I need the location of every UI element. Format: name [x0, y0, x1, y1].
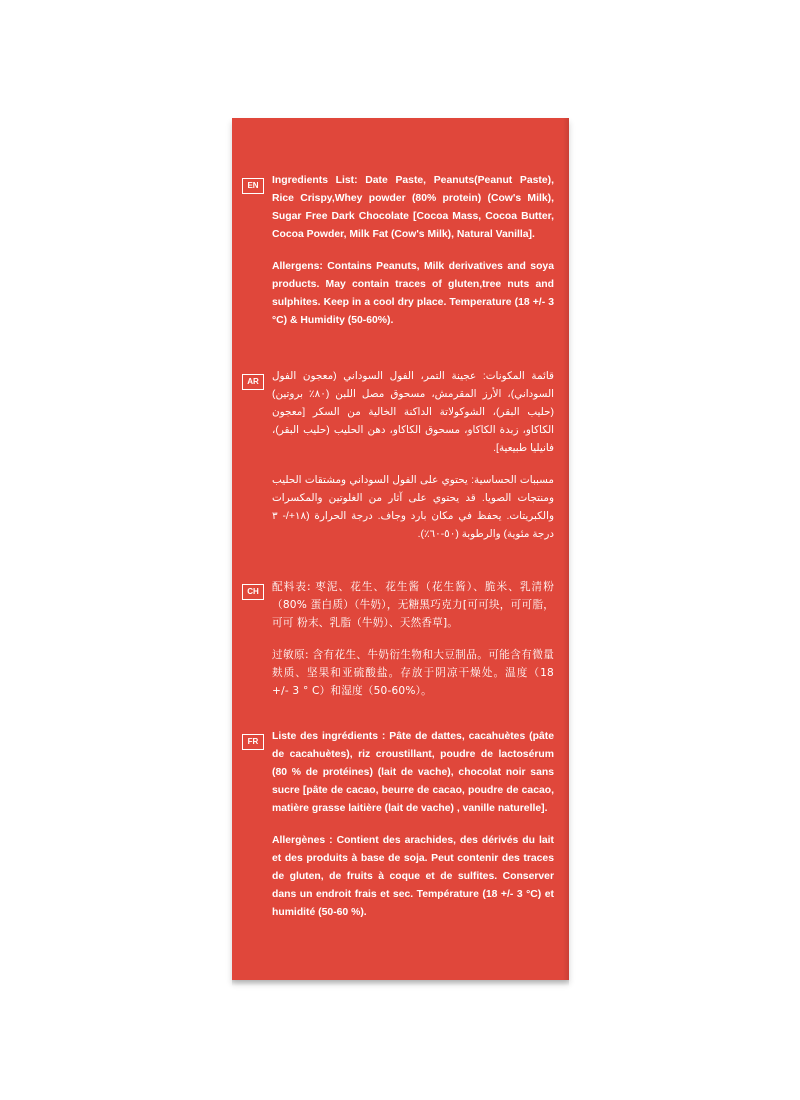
ingredients-ch: 配料表: 枣泥、花生、花生酱（花生酱）、脆米、乳清粉（80% 蛋白质）（牛奶），无糖黑巧克力[可可块，可可脂，可可 粉末、乳脂（牛奶）、天然香草]。 — [272, 581, 554, 629]
allergens-ch: 过敏原: 含有花生、牛奶衍生物和大豆制品。可能含有微量麸质、坚果和亚硫酸盐。存放于阴凉干燥处。温度（18 +/- 3 ° C）和湿度（50-60%）。 — [272, 649, 554, 697]
ingredients-en: Ingredients List: Date Paste, Peanuts(Peanut Paste), Rice Crispy,Whey powder (80% protein) (Cow's Milk), Sugar Free Dark Chocolate [Cocoa Mass, Cocoa Butter, Cocoa Powder, Milk Fat (Cow's Milk), Natural Vanilla]. — [272, 175, 554, 240]
panel-edge-shade — [563, 118, 569, 980]
allergens-ar: مسببات الحساسية: يحتوي على الفول السوداني ومشتقات الحليب ومنتجات الصويا. قد يحتوي على آثار من الغلوتين والمكسرات والكبريتات. يحفظ في مكان بارد وجاف. درجة الحرارة (١٨+/- ٣ درجة مئوية) والرطوبة (٥٠-٦٠٪). — [272, 475, 554, 540]
lang-badge-ch: CH — [242, 584, 264, 600]
allergens-en: Allergens: Contains Peanuts, Milk derivatives and soya products. May contain traces of gluten,tree nuts and sulphites. Keep in a cool dry place. Temperature (18 +/- 3 °C) & Humidity (50-60%). — [272, 261, 554, 326]
allergens-fr: Allergènes : Contient des arachides, des dérivés du lait et des produits à base de soja. Peut contenir des traces de gluten, de fruits à coque et de sulfites. Conserver dans un endroit frais et sec. Température (18 +/- 3 °C) et humidité (50-60 %). — [272, 835, 554, 918]
lang-badge-fr: FR — [242, 734, 264, 750]
section-en-body — [272, 172, 554, 344]
lang-badge-en: EN — [242, 178, 264, 194]
panel-bottom-shadow — [232, 980, 569, 986]
ingredients-ar: قائمة المكونات: عجينة التمر، الفول السوداني (معجون الفول السوداني)، الأرز المقرمش، مسحوق مصل اللبن (٨٠٪ بروتين) (حليب البقر)، الشوكولاتة الداكنة الخالية من السكر [معجون الكاكاو، زبدة الكاكاو، مسحوق الكاكاو، دهن الحليب (حليب البقر)، فانيليا طبيعية]. — [272, 371, 555, 454]
label-panel — [232, 118, 569, 980]
section-ch-body — [272, 578, 554, 714]
section-ar-body — [272, 368, 554, 558]
ingredients-fr: Liste des ingrédients : Pâte de dattes, cacahuètes (pâte de cacahuètes), riz croustillant, poudre de lactosérum (80 % de protéines) (lait de vache), chocolat noir sans sucre [pâte de cacao, beurre de cacao, poudre de cacao, matière grasse laitière (lait de vache) , vanille naturelle]. — [272, 731, 554, 814]
lang-badge-ar: AR — [242, 374, 264, 390]
section-fr-body — [272, 728, 554, 936]
